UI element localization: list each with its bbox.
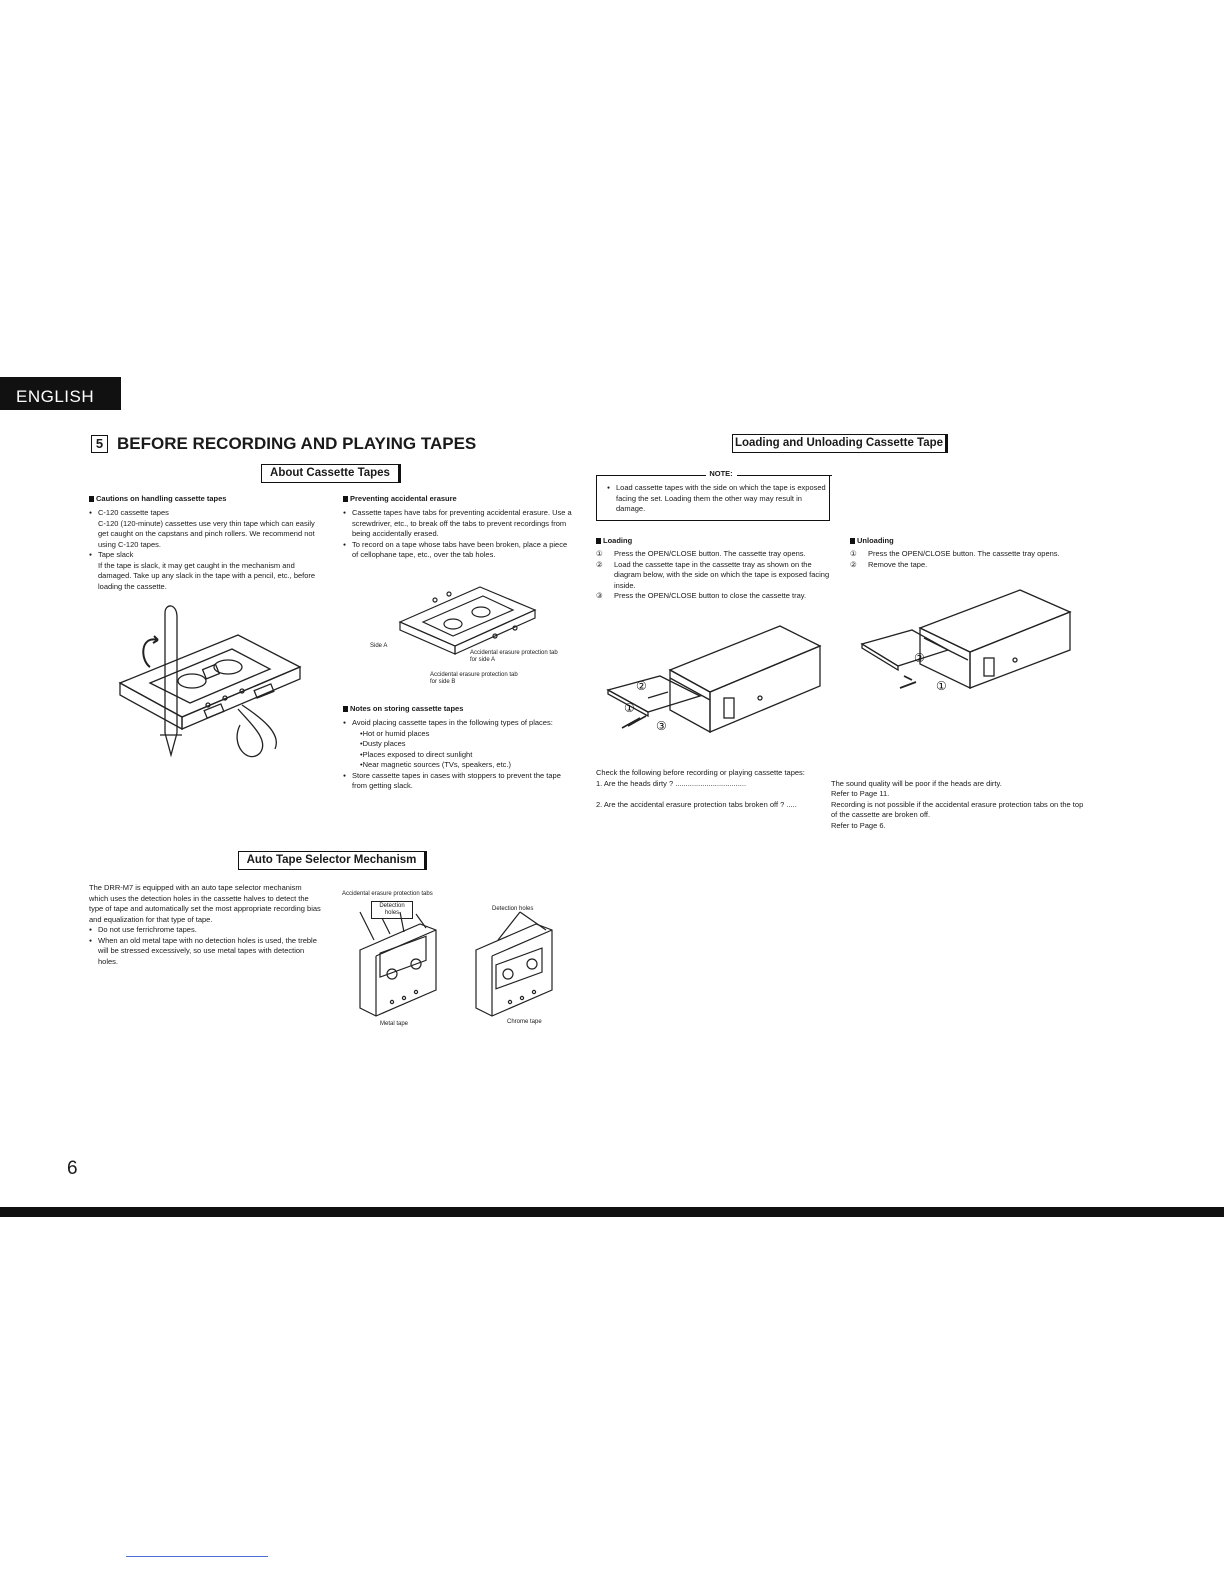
- unloading-block: [850, 536, 1090, 570]
- unloading-title: Unloading: [850, 536, 1090, 545]
- tab-b-label: Accidental erasure protection tab for side B: [430, 672, 518, 685]
- loading-fig-mark-2: ②: [636, 679, 647, 693]
- check-a2: Recording is not possible if the accidental erasure protection tabs on the top of the cassette are broken off.: [831, 799, 1084, 819]
- loading-block: [596, 536, 832, 602]
- check-q2: 2. Are the accidental erasure protection tabs broken off ? .....: [596, 799, 797, 809]
- chrome-tape-label: Chrome tape: [507, 1019, 542, 1025]
- protection-tabs-label: Accidental erasure protection tabs: [342, 891, 433, 897]
- metal-tape-label: Metal tape: [380, 1021, 409, 1027]
- unloading-step-2: ② Remove the tape.: [850, 559, 928, 569]
- tab-a-label: Accidental erasure protection tab for side A: [470, 650, 558, 663]
- link-underline: [126, 1556, 268, 1557]
- cautions-title: Cautions on handling cassette tapes: [89, 494, 321, 503]
- preventing-bullet2: ● To record on a tape whose tabs have been broken, place a piece of cellophane tape, etc., over the tab holes.: [343, 540, 575, 561]
- check-r1: Refer to Page 11.: [831, 789, 890, 798]
- auto-bullet2: ● When an old metal tape with no detection holes is used, the treble will be stressed excessively, so use metal tapes with detection holes.: [89, 936, 322, 968]
- loading-title: Loading: [596, 536, 832, 545]
- detection-holes-label: Detection holes: [371, 901, 413, 919]
- storing-place-2: •Dusty places: [360, 739, 406, 748]
- preventing-bullet1: ● Cassette tapes have tabs for preventing accidental erasure. Use a screwdriver, etc., to break off the tabs to prevent recordings from being accidentally erased.: [343, 508, 575, 540]
- loading-fig-mark-3: ③: [656, 719, 667, 733]
- storing-title: Notes on storing cassette tapes: [343, 704, 575, 713]
- bottom-rule: [0, 1207, 1224, 1217]
- cautions-item1-title: ● C-120 cassette tapes: [89, 508, 321, 519]
- check-list: [596, 768, 1096, 831]
- loading-step-1: ① Press the OPEN/CLOSE button. The cassette tray opens.: [596, 549, 806, 558]
- check-intro: Check the following before recording or playing cassette tapes:: [596, 768, 805, 777]
- section-title-text: BEFORE RECORDING AND PLAYING TAPES: [117, 434, 477, 453]
- unloading-fig-mark-1: ①: [936, 679, 947, 693]
- cautions-item1-text: C-120 (120-minute) cassettes use very thin tape which can easily get caught on the capstans and pinch rollers. We recommend not using C-120 tapes.: [98, 518, 315, 549]
- unloading-step-1: ① Press the OPEN/CLOSE button. The cassette tray opens.: [850, 549, 1060, 558]
- check-r2: Refer to Page 6.: [831, 820, 886, 830]
- auto-bullet1: ● Do not use ferrichrome tapes.: [89, 925, 322, 936]
- auto-tape-heading: Auto Tape Selector Mechanism: [238, 851, 427, 870]
- check-a1: The sound quality will be poor if the heads are dirty.: [831, 778, 1002, 788]
- side-a-label: Side A: [370, 643, 388, 649]
- unloading-fig-mark-2: ②: [914, 651, 925, 665]
- storing-bullet1: ● Avoid placing cassette tapes in the following types of places:: [343, 718, 575, 729]
- note-text: ● Load cassette tapes with the side on which the tape is exposed facing the set. Loading them the other way may result in damage.: [607, 483, 830, 515]
- storing-place-1: •Hot or humid places: [360, 728, 430, 738]
- auto-tape-text: [89, 883, 322, 967]
- loading-unloading-heading: Loading and Unloading Cassette Tape: [732, 434, 948, 453]
- loading-deck-illustration: [600, 620, 830, 735]
- preventing-block: [343, 494, 575, 561]
- note-box: [596, 469, 830, 521]
- about-cassette-heading: About Cassette Tapes: [261, 464, 401, 483]
- storing-bullet2: ● Store cassette tapes in cases with stoppers to prevent the tape from getting slack.: [343, 771, 575, 792]
- check-q1: 1. Are the heads dirty ? ..................................: [596, 778, 747, 788]
- storing-place-4: •Near magnetic sources (TVs, speakers, etc.): [360, 760, 512, 769]
- preventing-title: Preventing accidental erasure: [343, 494, 575, 503]
- language-tab: ENGLISH: [0, 377, 121, 410]
- section-number: 5: [91, 435, 108, 453]
- cautions-block: [89, 494, 321, 592]
- storing-block: [343, 704, 575, 792]
- loading-step-2: ② Load the cassette tape in the cassette tray as shown on the diagram below, with the side on which the tape is exposed facing inside.: [596, 559, 830, 590]
- detection-holes-right-label: Detection holes: [492, 906, 534, 912]
- loading-fig-mark-1: ①: [624, 701, 635, 715]
- auto-intro: The DRR-M7 is equipped with an auto tape selector mechanism which uses the detection holes in the cassette halves to detect the type of tape and automatically set the most appropriate recording bias and equalization for that type of tape.: [89, 883, 321, 924]
- tape-types-illustration: [350, 910, 550, 1015]
- cautions-item2-text: If the tape is slack, it may get caught in the mechanism and damaged. Take up any slack in the tape with a pencil, etc., before loading the cassette.: [98, 560, 316, 591]
- section-title: [91, 434, 476, 454]
- cautions-item2-title: ● Tape slack: [89, 550, 321, 561]
- loading-step-3: ③ Press the OPEN/CLOSE button to close the cassette tray.: [596, 591, 807, 600]
- note-label: NOTE:: [709, 469, 733, 478]
- pencil-cassette-illustration: [110, 605, 310, 765]
- unloading-deck-illustration: [860, 588, 1075, 698]
- page-number: 6: [67, 1158, 78, 1179]
- storing-place-3: •Places exposed to direct sunlight: [360, 749, 473, 759]
